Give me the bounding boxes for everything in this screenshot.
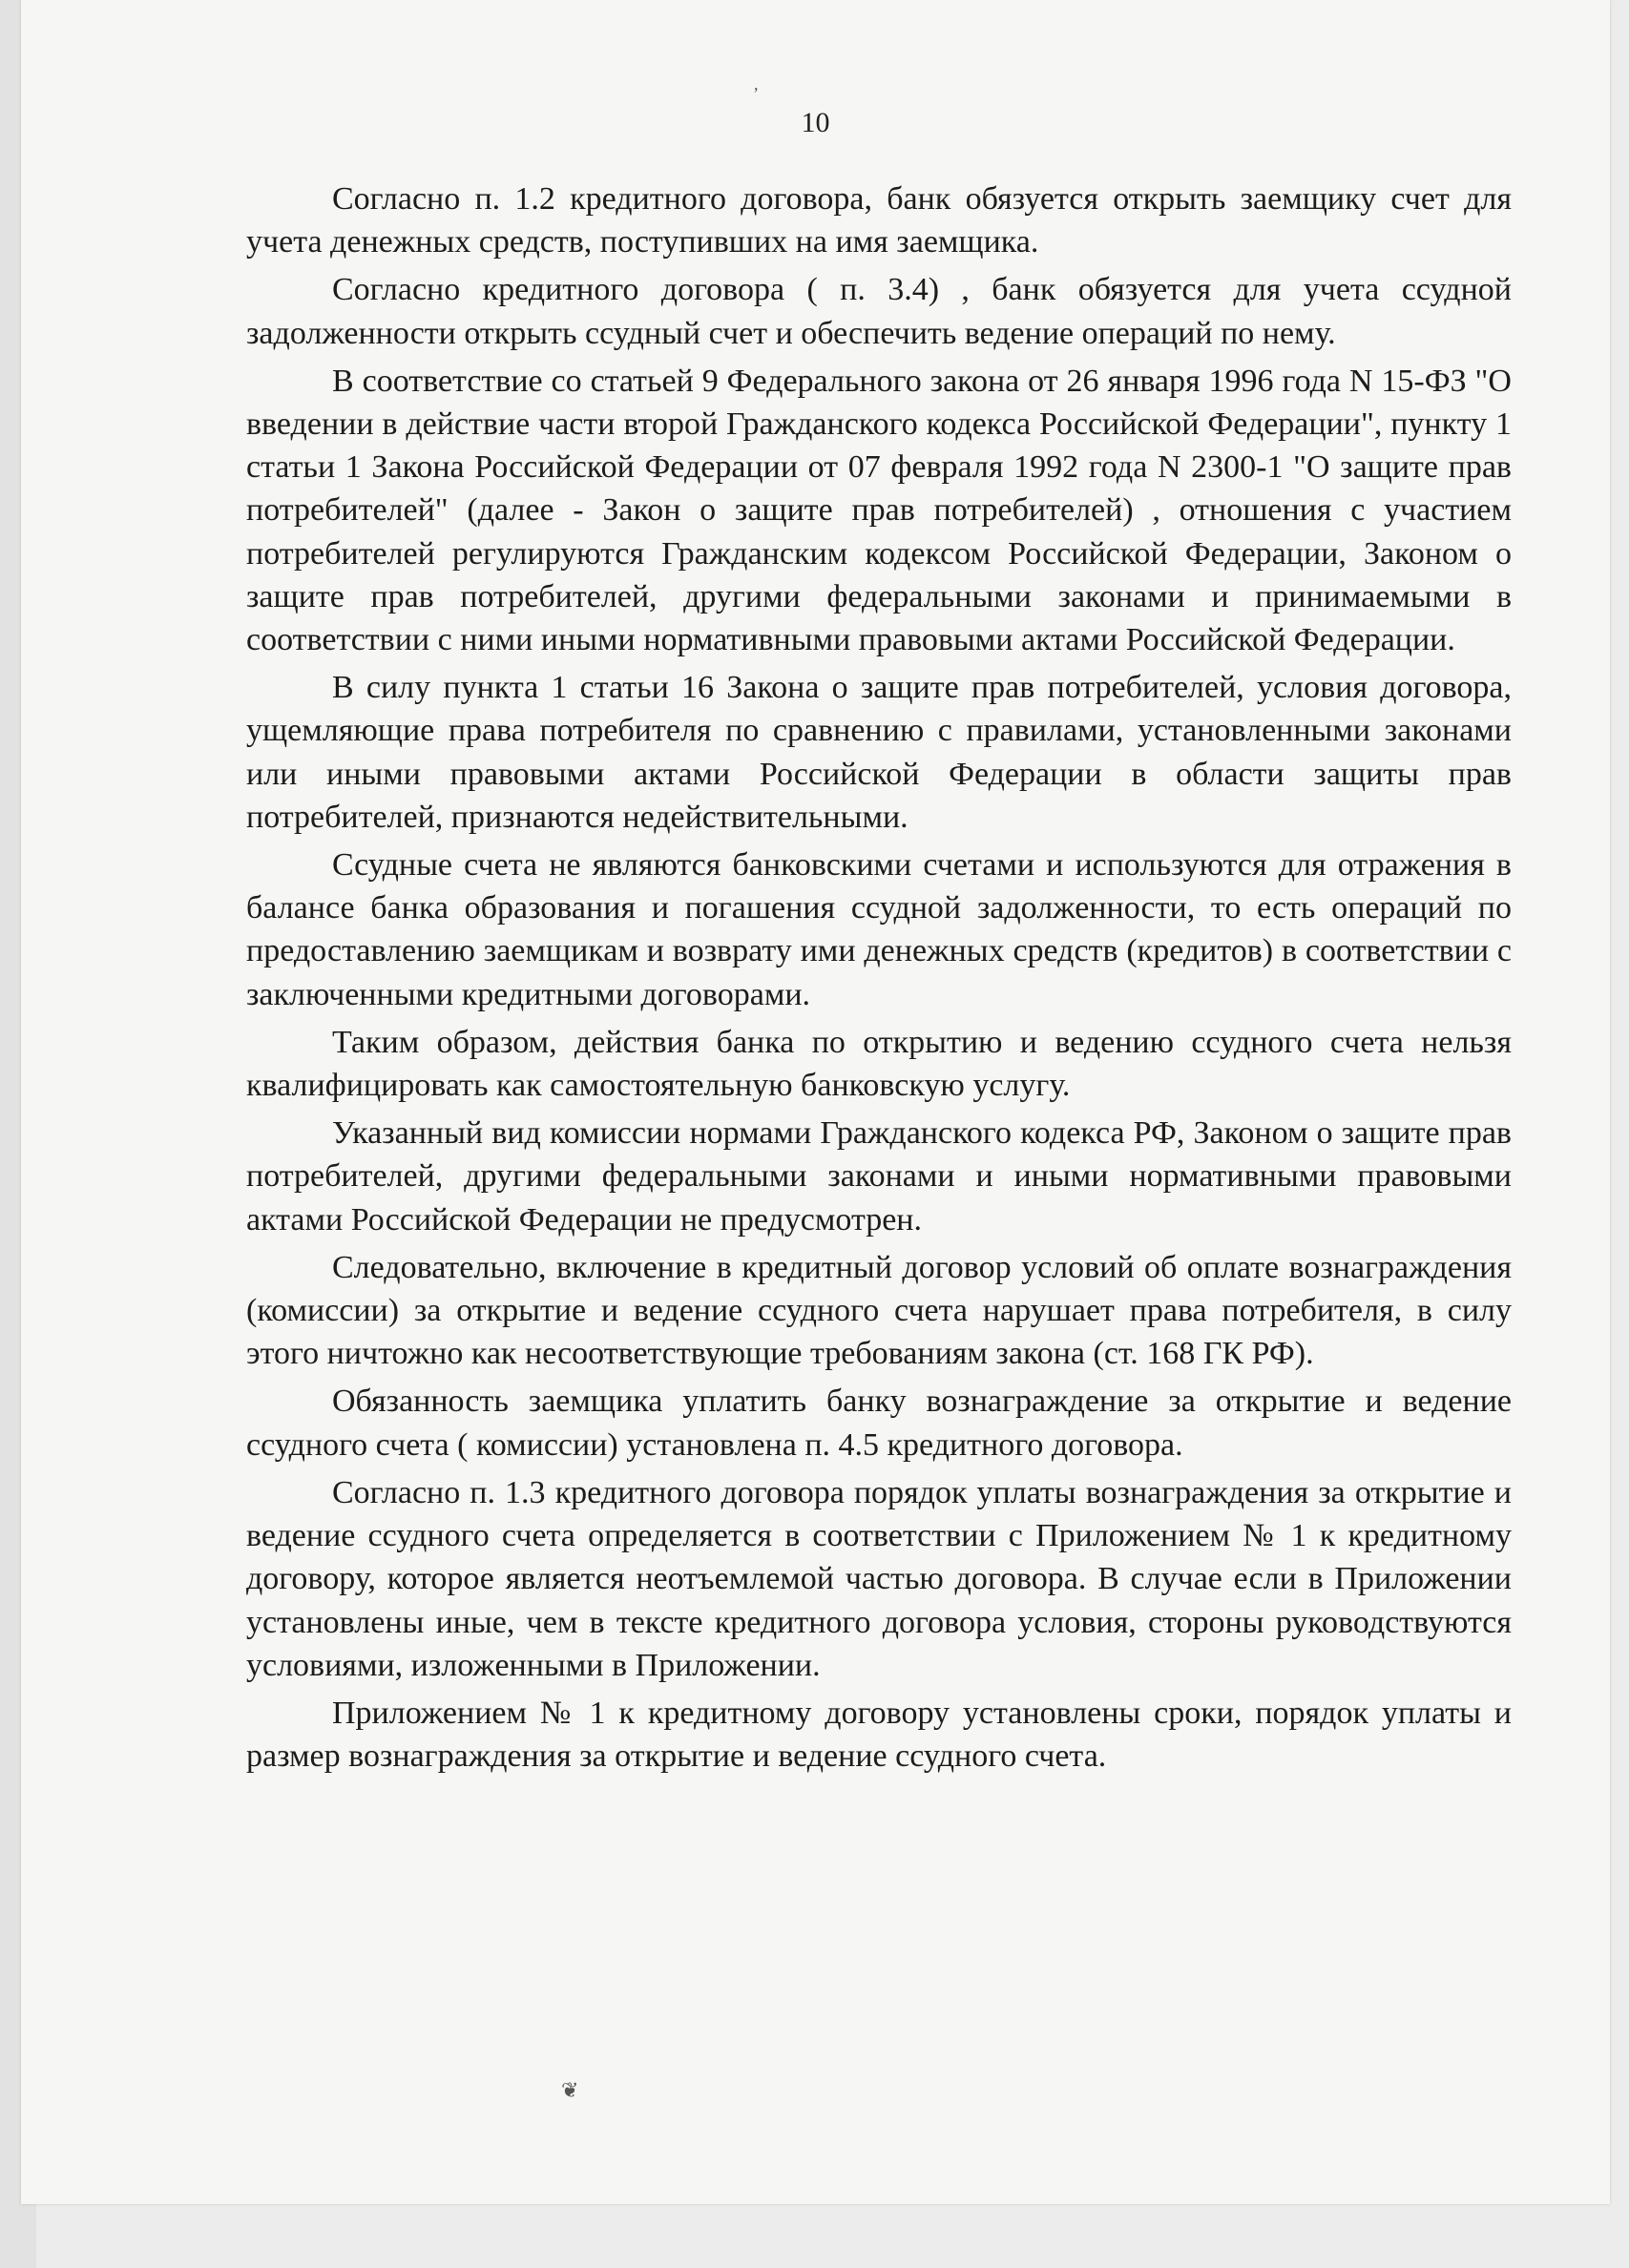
paragraph-3: В соответствие со статьей 9 Федерального закона от 26 января 1996 года N 15-ФЗ "О введении в действие части второй Гражданского кодекса Российской Федерации", пункту 1 статьи 1 Закона Российской Федерации от 07 февраля 1992 года N 2300-1 "О защите прав потребителей" (далее - Закон о защите прав потребителей) , отношения с участием потребителей регулируются Гражданским кодексом Российской Федерации, Законом о защите прав потребителей, другими федеральными законами и принимаемыми в соответствии с ними иными нормативными правовыми актами Российской Федерации. <box>246 363 1512 658</box>
scan-speck: , <box>754 74 759 94</box>
paragraph-5: Ссудные счета не являются банковскими счетами и используются для отражения в балансе банка образования и погашения ссудной задолженности, то есть операций по предоставлению заемщикам и возврату ими денежных средств (кредитов) в соответствии с заключенными кредитными договорами. <box>246 847 1512 1012</box>
paragraph-6: Таким образом, действия банка по открытию и ведению ссудного счета нельзя квалифицировать как самостоятельную банковскую услугу. <box>246 1024 1512 1104</box>
scan-speck: ❦ <box>561 2078 579 2102</box>
page-number: 10 <box>801 107 830 138</box>
paragraph-10: Согласно п. 1.3 кредитного договора порядок уплаты вознаграждения за открытие и ведение ссудного счета определяется в соответствии с Приложением № 1 к кредитному договору, которое является неотъемлемой частью договора. В случае если в Приложении установлены иные, чем в тексте кредитного договора условия, стороны руководствуются условиями, изложенными в Приложении. <box>246 1474 1512 1683</box>
paragraph-7: Указанный вид комиссии нормами Гражданского кодекса РФ, Законом о защите прав потребителей, другими федеральными законами и иными нормативными правовыми актами Российской Федерации не предусмотрен. <box>246 1115 1512 1238</box>
document-body <box>246 177 1512 1782</box>
paragraph-9: Обязанность заемщика уплатить банку вознаграждение за открытие и ведение ссудного счета ( комиссии) установлена п. 4.5 кредитного договора. <box>246 1384 1512 1463</box>
paragraph-2: Согласно кредитного договора ( п. 3.4) , банк обязуется для учета ссудной задолженности открыть ссудный счет и обеспечить ведение операций по нему. <box>246 272 1512 351</box>
paragraph-11: Приложением № 1 к кредитному договору установлены сроки, порядок уплаты и размер вознаграждения за открытие и ведение ссудного счета. <box>246 1695 1512 1775</box>
document-page <box>21 0 1610 2204</box>
paragraph-8: Следовательно, включение в кредитный договор условий об оплате вознаграждения (комиссии) за открытие и ведение ссудного счета нарушает права потребителя, в силу этого ничтожно как несоответствующие требованиям закона (ст. 168 ГК РФ). <box>246 1249 1512 1372</box>
paragraph-4: В силу пункта 1 статьи 16 Закона о защите прав потребителей, условия договора, ущемляющие права потребителя по сравнению с правилами, установленными законами или иными правовыми актами Российской Федерации в области защиты прав потребителей, признаются недействительными. <box>246 670 1512 835</box>
paragraph-1: Согласно п. 1.2 кредитного договора, банк обязуется открыть заемщику счет для учета денежных средств, поступивших на имя заемщика. <box>246 181 1512 260</box>
